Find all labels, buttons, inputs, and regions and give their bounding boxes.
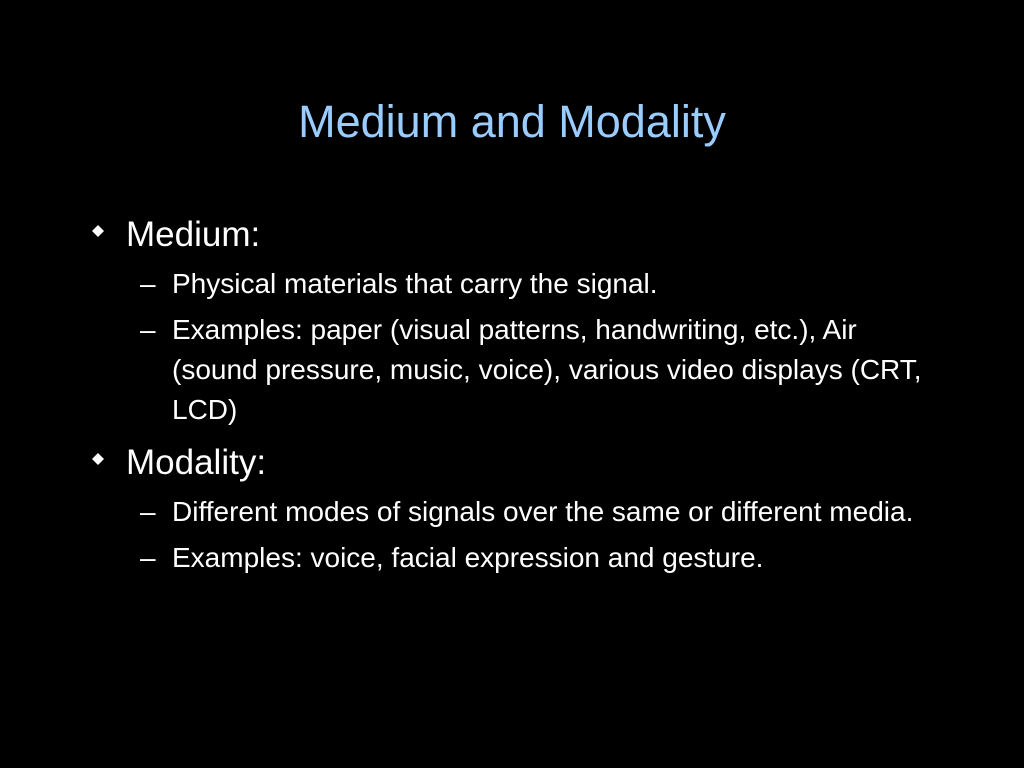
- list-item-text: Physical materials that carry the signal.: [172, 268, 658, 299]
- dash-bullet: –: [140, 268, 156, 299]
- list-item: [90, 310, 930, 430]
- section-heading-modality: [90, 440, 930, 486]
- dash-bullet: –: [140, 314, 156, 345]
- list-item: [90, 538, 930, 578]
- dash-bullet: –: [140, 496, 156, 527]
- section-heading-medium: [90, 212, 930, 258]
- section-heading-text: Modality:: [126, 443, 267, 482]
- slide-body: [90, 212, 930, 584]
- list-item-text: Examples: paper (visual patterns, handwriting, etc.), Air (sound pressure, music, voice), various video displays (CRT, LCD): [172, 314, 922, 425]
- diamond-bullet-icon: [92, 453, 104, 465]
- slide-title: Medium and Modality: [298, 96, 726, 147]
- list-item-text: Examples: voice, facial expression and gesture.: [172, 542, 764, 573]
- section-heading-text: Medium:: [126, 215, 261, 254]
- list-item: [90, 264, 930, 304]
- dash-bullet: –: [140, 542, 156, 573]
- list-item-text: Different modes of signals over the same or different media.: [172, 496, 914, 527]
- list-item: [90, 492, 930, 532]
- diamond-bullet-icon: [92, 225, 104, 237]
